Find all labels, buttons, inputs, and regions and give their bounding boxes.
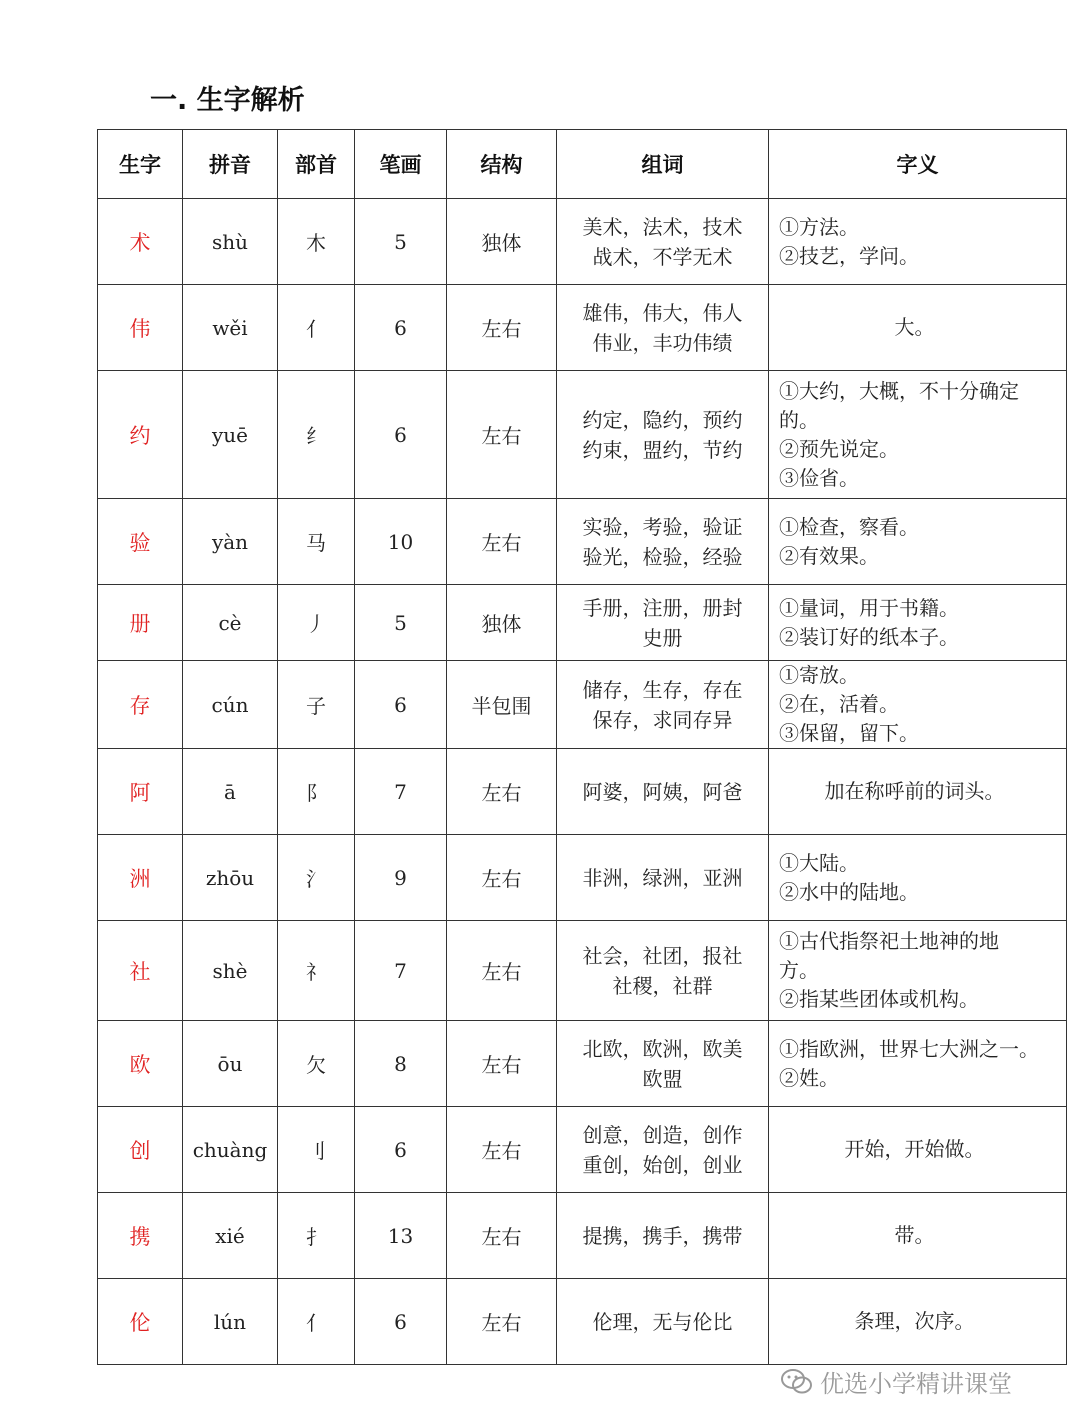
- word-line: 实验，考验，验证: [582, 514, 743, 539]
- word-line: 手册，注册，册封: [582, 595, 743, 620]
- cell-structure: 左右: [447, 1107, 557, 1193]
- meaning-line: ①古代指祭祀土地神的地: [779, 929, 999, 953]
- cell-structure: 独体: [447, 199, 557, 285]
- character-table: [97, 129, 1067, 1365]
- header-words: 组词: [557, 130, 769, 199]
- word-line: 创意，创造，创作: [582, 1122, 743, 1147]
- table-row: [98, 749, 1067, 835]
- cell-strokes: 6: [355, 1107, 447, 1193]
- cell-pinyin: zhōu: [183, 835, 278, 921]
- word-line: 约定，隐约，预约: [582, 407, 743, 432]
- table-row: [98, 199, 1067, 285]
- meaning-line: ①指欧洲，世界七大洲之一。: [779, 1036, 1039, 1061]
- table-row: [98, 1193, 1067, 1279]
- table-row: [98, 499, 1067, 585]
- cell-structure: 左右: [447, 749, 557, 835]
- cell-meaning: [769, 1279, 1067, 1365]
- cell-character: 约: [98, 371, 183, 499]
- meaning-line: ②指某些团体或机构。: [779, 987, 979, 1011]
- cell-strokes: 5: [355, 585, 447, 661]
- cell-words: [557, 1021, 769, 1107]
- word-line: 史册: [642, 625, 683, 650]
- cell-character: 伟: [98, 285, 183, 371]
- cell-structure: 左右: [447, 921, 557, 1021]
- meaning-line: ②在，活着。: [779, 692, 899, 716]
- word-line: 社稷，社群: [612, 973, 713, 998]
- word-line: 储存，生存，存在: [582, 677, 743, 702]
- meaning-line: ①量词，用于书籍。: [779, 595, 959, 620]
- cell-radical: 扌: [278, 1193, 355, 1279]
- cell-words: [557, 1107, 769, 1193]
- meaning-line: ②姓。: [779, 1065, 839, 1090]
- cell-pinyin: yàn: [183, 499, 278, 585]
- cell-strokes: 7: [355, 921, 447, 1021]
- cell-pinyin: xié: [183, 1193, 278, 1279]
- table-row: [98, 661, 1067, 749]
- word-line: 提携，携手，携带: [582, 1223, 743, 1248]
- cell-meaning: [769, 199, 1067, 285]
- meaning-line: ②技艺，学问。: [779, 243, 919, 268]
- meaning-line: ③俭省。: [779, 465, 859, 490]
- word-line: 约束，盟约，节约: [582, 437, 743, 462]
- cell-structure: 左右: [447, 285, 557, 371]
- cell-pinyin: wěi: [183, 285, 278, 371]
- cell-meaning: [769, 1021, 1067, 1107]
- cell-words: [557, 921, 769, 1021]
- cell-radical: 子: [278, 661, 355, 749]
- meaning-line: 的。: [779, 407, 819, 432]
- cell-meaning: [769, 585, 1067, 661]
- word-line: 重创，始创，创业: [582, 1152, 743, 1177]
- table-row: [98, 835, 1067, 921]
- word-line: 保存，求同存异: [592, 707, 733, 732]
- cell-character: 册: [98, 585, 183, 661]
- cell-pinyin: chuàng: [183, 1107, 278, 1193]
- cell-radical: 亻: [278, 285, 355, 371]
- meaning-line: ②装订好的纸本子。: [779, 624, 959, 649]
- cell-structure: 左右: [447, 371, 557, 499]
- watermark-text: 优选小学精讲课堂: [820, 1370, 1012, 1398]
- cell-words: [557, 585, 769, 661]
- cell-words: [557, 1279, 769, 1365]
- word-line: 社会，社团，报社: [582, 943, 743, 968]
- word-line: 欧盟: [642, 1066, 683, 1091]
- cell-character: 欧: [98, 1021, 183, 1107]
- word-line: 验光，检验，经验: [582, 544, 743, 569]
- table-row: [98, 1279, 1067, 1365]
- header-character: 生字: [98, 130, 183, 199]
- cell-structure: 半包围: [447, 661, 557, 749]
- cell-words: [557, 285, 769, 371]
- cell-structure: 左右: [447, 835, 557, 921]
- cell-strokes: 5: [355, 199, 447, 285]
- meaning-line: ①大约，大概，不十分确定: [779, 378, 1019, 403]
- cell-words: [557, 371, 769, 499]
- meaning-line: ①寄放。: [779, 663, 859, 687]
- cell-radical: 纟: [278, 371, 355, 499]
- cell-pinyin: shù: [183, 199, 278, 285]
- wechat-icon: [780, 1368, 814, 1396]
- word-line: 伟业，丰功伟绩: [592, 330, 733, 355]
- word-line: 伦理，无与伦比: [592, 1309, 733, 1334]
- cell-strokes: 9: [355, 835, 447, 921]
- cell-words: [557, 1193, 769, 1279]
- word-line: 雄伟，伟大，伟人: [582, 300, 743, 325]
- cell-strokes: 7: [355, 749, 447, 835]
- cell-meaning: [769, 661, 1067, 749]
- cell-strokes: 10: [355, 499, 447, 585]
- cell-meaning: [769, 371, 1067, 499]
- cell-pinyin: ā: [183, 749, 278, 835]
- cell-radical: 木: [278, 199, 355, 285]
- meaning-line: ①方法。: [779, 214, 859, 239]
- cell-words: [557, 199, 769, 285]
- cell-meaning: [769, 749, 1067, 835]
- cell-pinyin: lún: [183, 1279, 278, 1365]
- cell-strokes: 6: [355, 371, 447, 499]
- table-row: [98, 285, 1067, 371]
- cell-radical: 阝: [278, 749, 355, 835]
- meaning-line: ②水中的陆地。: [779, 879, 919, 904]
- cell-words: [557, 661, 769, 749]
- cell-radical: 欠: [278, 1021, 355, 1107]
- meaning-line: 方。: [779, 958, 819, 982]
- cell-meaning: [769, 499, 1067, 585]
- cell-character: 创: [98, 1107, 183, 1193]
- cell-meaning: [769, 835, 1067, 921]
- cell-character: 伦: [98, 1279, 183, 1365]
- table-row: [98, 1021, 1067, 1107]
- cell-pinyin: cún: [183, 661, 278, 749]
- cell-character: 存: [98, 661, 183, 749]
- header-pinyin: 拼音: [183, 130, 278, 199]
- cell-meaning: [769, 921, 1067, 1021]
- cell-pinyin: yuē: [183, 371, 278, 499]
- word-line: 非洲，绿洲，亚洲: [582, 865, 743, 890]
- cell-character: 洲: [98, 835, 183, 921]
- cell-character: 术: [98, 199, 183, 285]
- cell-strokes: 13: [355, 1193, 447, 1279]
- cell-radical: 礻: [278, 921, 355, 1021]
- cell-strokes: 6: [355, 1279, 447, 1365]
- word-line: 北欧，欧洲，欧美: [582, 1036, 743, 1061]
- cell-character: 阿: [98, 749, 183, 835]
- cell-meaning: [769, 1193, 1067, 1279]
- meaning-line: ①大陆。: [779, 850, 859, 875]
- meaning-line: 大。: [894, 315, 935, 339]
- meaning-line: 开始，开始做。: [844, 1137, 985, 1161]
- word-line: 阿婆，阿姨，阿爸: [582, 779, 743, 804]
- cell-words: [557, 749, 769, 835]
- cell-character: 验: [98, 499, 183, 585]
- meaning-line: ②预先说定。: [779, 436, 899, 461]
- cell-strokes: 6: [355, 661, 447, 749]
- cell-structure: 左右: [447, 499, 557, 585]
- table-row: [98, 371, 1067, 499]
- meaning-line: ③保留，留下。: [779, 721, 919, 745]
- header-structure: 结构: [447, 130, 557, 199]
- cell-character: 携: [98, 1193, 183, 1279]
- word-line: 战术，不学无术: [592, 244, 733, 269]
- meaning-line: 加在称呼前的词头。: [824, 779, 1005, 803]
- meaning-line: 条理，次序。: [854, 1309, 975, 1333]
- cell-strokes: 8: [355, 1021, 447, 1107]
- meaning-line: 带。: [894, 1223, 935, 1247]
- cell-structure: 左右: [447, 1193, 557, 1279]
- table-row: [98, 1107, 1067, 1193]
- cell-radical: 马: [278, 499, 355, 585]
- cell-pinyin: ōu: [183, 1021, 278, 1107]
- cell-meaning: [769, 1107, 1067, 1193]
- cell-character: 社: [98, 921, 183, 1021]
- cell-structure: 独体: [447, 585, 557, 661]
- header-radical: 部首: [278, 130, 355, 199]
- meaning-line: ②有效果。: [779, 543, 879, 568]
- watermark: [780, 1364, 1012, 1399]
- cell-radical: 刂: [278, 1107, 355, 1193]
- table-row: [98, 585, 1067, 661]
- section-title: 一. 生字解析: [150, 85, 305, 116]
- cell-radical: 氵: [278, 835, 355, 921]
- table-header-row: [98, 130, 1067, 199]
- word-line: 美术，法术，技术: [582, 214, 743, 239]
- meaning-line: ①检查，察看。: [779, 514, 919, 539]
- cell-structure: 左右: [447, 1279, 557, 1365]
- cell-pinyin: cè: [183, 585, 278, 661]
- cell-radical: 丿: [278, 585, 355, 661]
- cell-radical: 亻: [278, 1279, 355, 1365]
- header-meaning: 字义: [769, 130, 1067, 199]
- cell-strokes: 6: [355, 285, 447, 371]
- cell-words: [557, 835, 769, 921]
- header-strokes: 笔画: [355, 130, 447, 199]
- table-row: [98, 921, 1067, 1021]
- cell-meaning: [769, 285, 1067, 371]
- cell-structure: 左右: [447, 1021, 557, 1107]
- cell-pinyin: shè: [183, 921, 278, 1021]
- cell-words: [557, 499, 769, 585]
